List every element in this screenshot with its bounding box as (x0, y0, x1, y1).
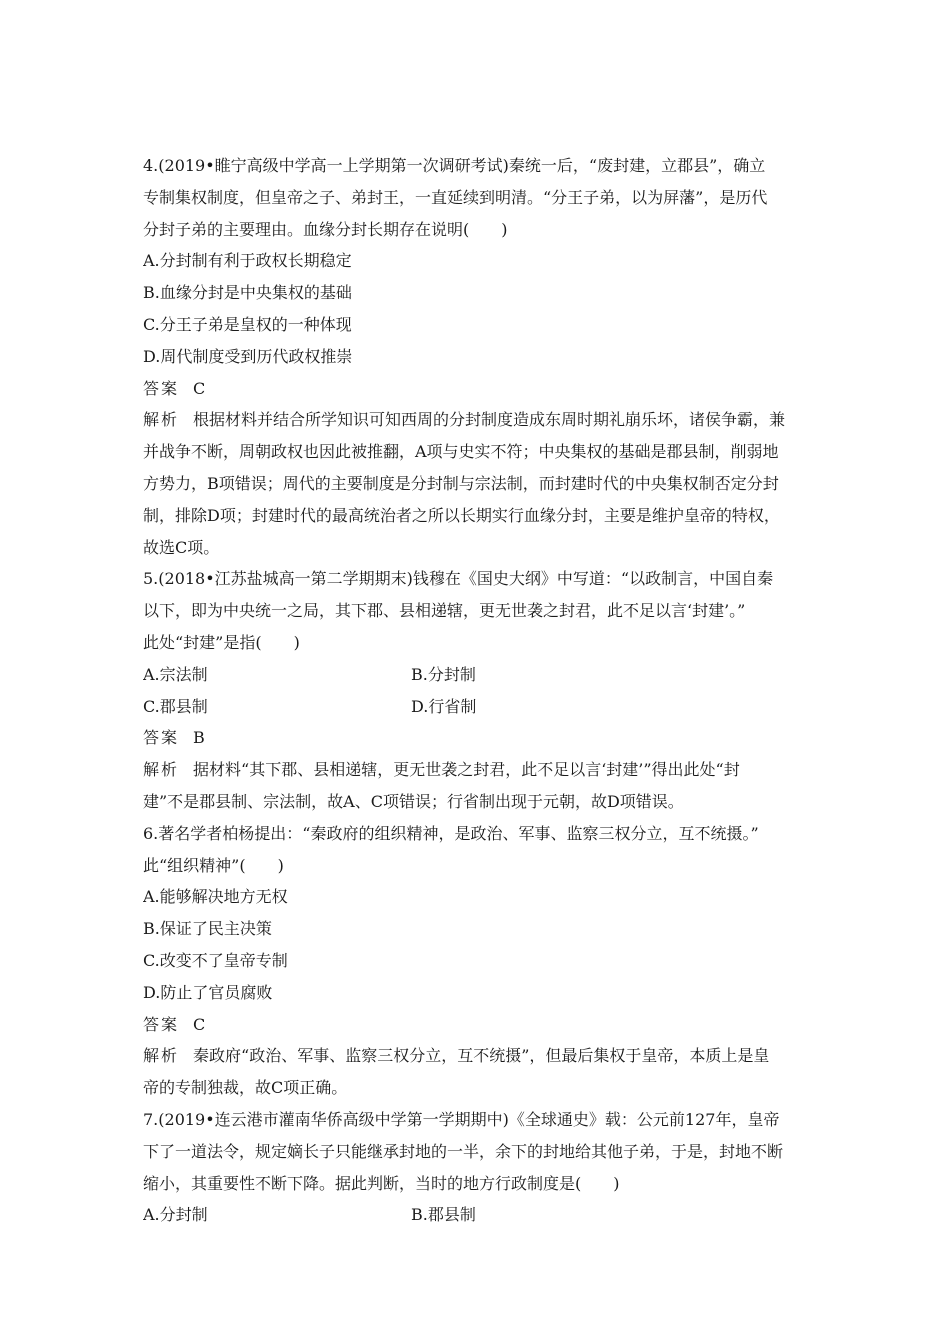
explanation-line (143, 404, 813, 436)
options-row (143, 691, 813, 723)
question-stem-line: 7.(2019•连云港市灌南华侨高级中学第一学期期中)《全球通史》载：公元前127年，皇帝 (143, 1109, 780, 1129)
question-5 (143, 563, 813, 817)
explanation-text: 秦政府“政治、军事、监察三权分立，互不统摄”，但最后集权于皇帝，本质上是皇 (193, 1046, 770, 1066)
explanation-line (143, 1040, 813, 1072)
explanation-line (143, 754, 813, 786)
question-stem-line: 以下，即为中央统一之局，其下郡、县相递辖，更无世袭之封君，此不足以言‘封建’。” (143, 601, 746, 621)
question-stem-line: 4.(2019•睢宁高级中学高一上学期第一次调研考试)秦统一后，“废封建，立郡县”，确立 (143, 156, 766, 175)
answer-line (143, 1009, 813, 1041)
answer-label: 答案 (143, 728, 180, 748)
question-stem-line: 此“组织精神”( ) (143, 855, 284, 875)
question-stem-line: 5.(2018•江苏盐城高一第二学期期末)钱穆在《国史大纲》中写道：“以政制言，中国自秦 (143, 569, 774, 589)
explanation-label: 解析 (143, 410, 180, 430)
option-a: A.分封制有利于政权长期稳定 (143, 251, 352, 271)
option-b: B.保证了民主决策 (143, 919, 272, 939)
document-page (143, 150, 813, 1231)
options-row (143, 659, 813, 691)
question-4 (143, 150, 813, 563)
answer-value: B (193, 728, 205, 748)
explanation-text: 据材料“其下郡、县相递辖，更无世袭之封君，此不足以言‘封建’”得出此处“封 (193, 760, 740, 780)
option-a: A.分封制 (143, 1205, 208, 1225)
question-stem-line: 此处“封建”是指( ) (143, 632, 300, 652)
question-stem-line: 缩小，其重要性不断下降。据此判断，当时的地方行政制度是( ) (143, 1173, 620, 1193)
answer-line (143, 722, 813, 754)
option-c: C.分王子弟是皇权的一种体现 (143, 314, 352, 334)
explanation-label: 解析 (143, 1046, 180, 1066)
answer-value: C (193, 378, 206, 398)
explanation-text: 帝的专制独裁，故C项正确。 (143, 1078, 348, 1098)
question-7 (143, 1104, 813, 1231)
option-a: A.宗法制 (143, 664, 208, 684)
answer-line (143, 373, 813, 405)
option-d: D.行省制 (411, 696, 477, 716)
explanation-text: 根据材料并结合所学知识可知西周的分封制度造成东周时期礼崩乐坏，诸侯争霸，兼 (193, 410, 786, 430)
options-row (143, 1199, 813, 1231)
explanation-label: 解析 (143, 760, 180, 780)
explanation-text: 故选C项。 (143, 537, 220, 557)
option-b: B.血缘分封是中央集权的基础 (143, 283, 352, 303)
answer-value: C (193, 1014, 206, 1034)
answer-label: 答案 (143, 378, 180, 398)
option-b: B.分封制 (411, 664, 476, 684)
option-d: D.周代制度受到历代政权推崇 (143, 346, 353, 366)
option-a: A.能够解决地方无权 (143, 887, 288, 907)
question-6 (143, 818, 813, 1104)
explanation-text: 方势力，B项错误；周代的主要制度是分封制与宗法制，而封建时代的中央集权制否定分封 (143, 473, 779, 493)
option-b: B.郡县制 (411, 1205, 476, 1225)
option-c: C.改变不了皇帝专制 (143, 950, 288, 970)
answer-label: 答案 (143, 1014, 180, 1034)
option-d: D.防止了官员腐败 (143, 982, 273, 1002)
option-c: C.郡县制 (143, 696, 208, 716)
question-stem-line: 分封子弟的主要理由。血缘分封长期存在说明( ) (143, 219, 508, 239)
explanation-text: 并战争不断，周朝政权也因此被推翻，A项与史实不符；中央集权的基础是郡县制，削弱地 (143, 442, 779, 462)
question-stem-line: 下了一道法令，规定嫡长子只能继承封地的一半，余下的封地给其他子弟，于是，封地不断 (143, 1141, 784, 1161)
explanation-text: 制，排除D项；封建时代的最高统治者之所以长期实行血缘分封，主要是维护皇帝的特权， (143, 505, 780, 525)
explanation-text: 建”不是郡县制、宗法制，故A、C项错误；行省制出现于元朝，故D项错误。 (143, 791, 684, 811)
question-stem-line: 专制集权制度，但皇帝之子、弟封王，一直延续到明清。“分王子弟，以为屏藩”，是历代 (143, 187, 768, 207)
question-stem-line: 6.著名学者柏杨提出：“秦政府的组织精神，是政治、军事、监察三权分立，互不统摄。” (143, 823, 759, 843)
